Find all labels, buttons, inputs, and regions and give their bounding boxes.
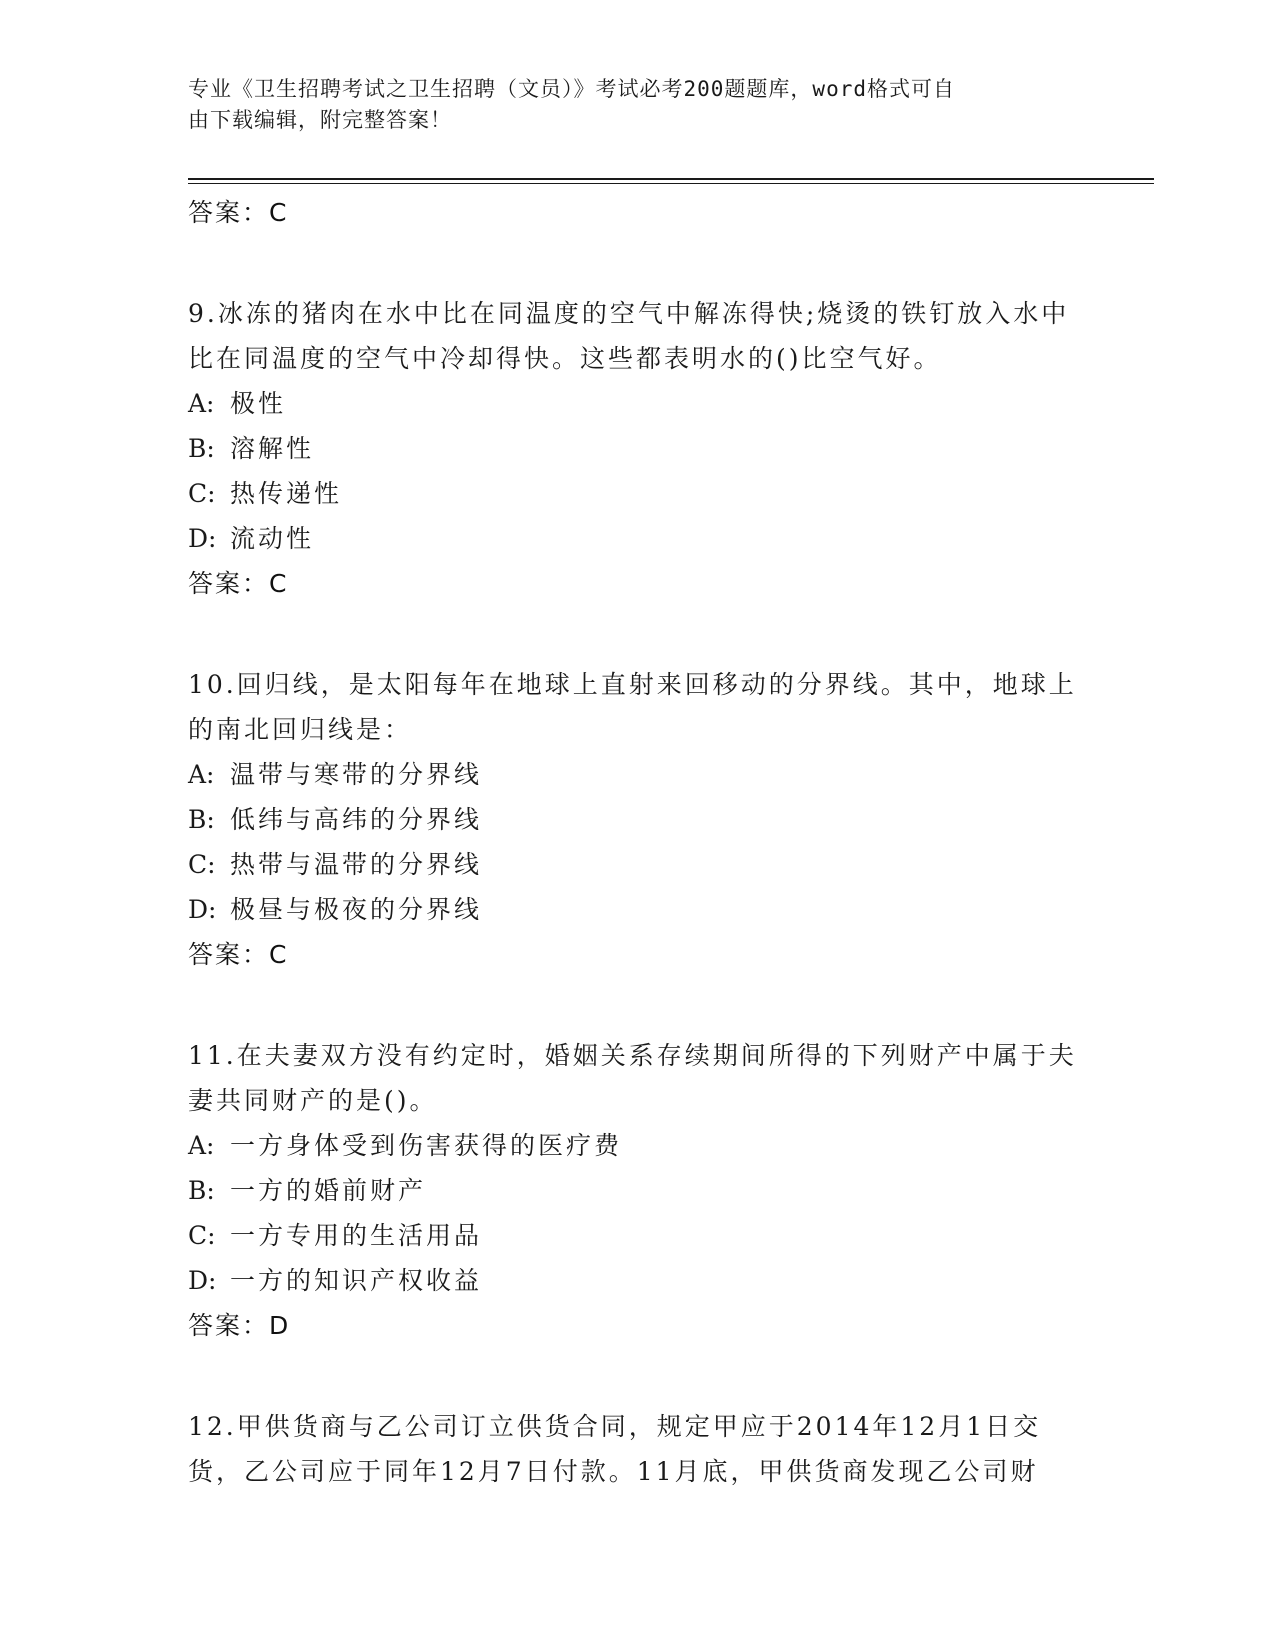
question-text: 9.冰冻的猪肉在水中比在同温度的空气中解冻得快;烧烫的铁钉放入水中比在同温度的空气中冷却得快。这些都表明水的()比空气好。 <box>188 299 1070 373</box>
option-c <box>188 1213 1088 1258</box>
answer-line: 答案：C <box>188 940 289 969</box>
header-rule-thin <box>188 183 1154 184</box>
header-title-line-1: 专业《卫生招聘考试之卫生招聘（文员）》考试必考200题题库，word格式可自 <box>188 77 955 101</box>
option-text: 极昼与极夜的分界线 <box>230 895 483 924</box>
option-letter: A: <box>188 389 215 418</box>
option-text: 一方专用的生活用品 <box>230 1221 483 1250</box>
option-d <box>188 1258 1088 1303</box>
option-letter: B: <box>188 805 215 834</box>
option-letter: C: <box>188 479 216 508</box>
option-letter: A: <box>188 760 215 789</box>
question-text: 11.在夫妻双方没有约定时，婚姻关系存续期间所得的下列财产中属于夫妻共同财产的是()。 <box>188 1041 1077 1115</box>
question-block <box>188 662 1088 977</box>
option-b <box>188 426 1088 471</box>
option-d <box>188 887 1088 932</box>
option-c <box>188 842 1088 887</box>
option-text: 一方身体受到伤害获得的医疗费 <box>230 1131 623 1160</box>
option-letter: D: <box>188 1266 217 1295</box>
option-letter: C: <box>188 850 216 879</box>
option-text: 一方的婚前财产 <box>230 1176 427 1205</box>
question-block <box>188 291 1088 606</box>
option-letter: D: <box>188 895 217 924</box>
option-letter: B: <box>188 1176 215 1205</box>
header-rule-thick <box>188 178 1154 180</box>
option-text: 流动性 <box>230 524 315 553</box>
option-text: 溶解性 <box>230 434 315 463</box>
document-header <box>188 74 1068 136</box>
option-text: 热传递性 <box>230 479 343 508</box>
option-a <box>188 752 1088 797</box>
answer-line: 答案：C <box>188 198 289 227</box>
option-letter: B: <box>188 434 215 463</box>
option-c <box>188 471 1088 516</box>
question-list <box>188 190 1088 1494</box>
option-letter: A: <box>188 1131 215 1160</box>
option-b <box>188 797 1088 842</box>
question-text: 10.回归线，是太阳每年在地球上直射来回移动的分界线。其中，地球上的南北回归线是： <box>188 670 1077 744</box>
option-letter: D: <box>188 524 217 553</box>
option-text: 极性 <box>230 389 287 418</box>
question-block <box>188 1404 1088 1494</box>
option-b <box>188 1168 1088 1213</box>
header-title-line-2: 由下载编辑，附完整答案！ <box>188 108 452 132</box>
option-text: 热带与温带的分界线 <box>230 850 483 879</box>
answer-line: 答案：C <box>188 569 289 598</box>
option-text: 一方的知识产权收益 <box>230 1266 483 1295</box>
option-d <box>188 516 1088 561</box>
option-a <box>188 1123 1088 1168</box>
option-letter: C: <box>188 1221 216 1250</box>
question-block <box>188 1033 1088 1348</box>
option-text: 温带与寒带的分界线 <box>230 760 483 789</box>
question-text: 12.甲供货商与乙公司订立供货合同，规定甲应于2014年12月1日交货，乙公司应于同年12月7日付款。11月底，甲供货商发现乙公司财 <box>188 1412 1042 1486</box>
answer-line: 答案：D <box>188 1311 291 1340</box>
option-a <box>188 381 1088 426</box>
option-text: 低纬与高纬的分界线 <box>230 805 483 834</box>
